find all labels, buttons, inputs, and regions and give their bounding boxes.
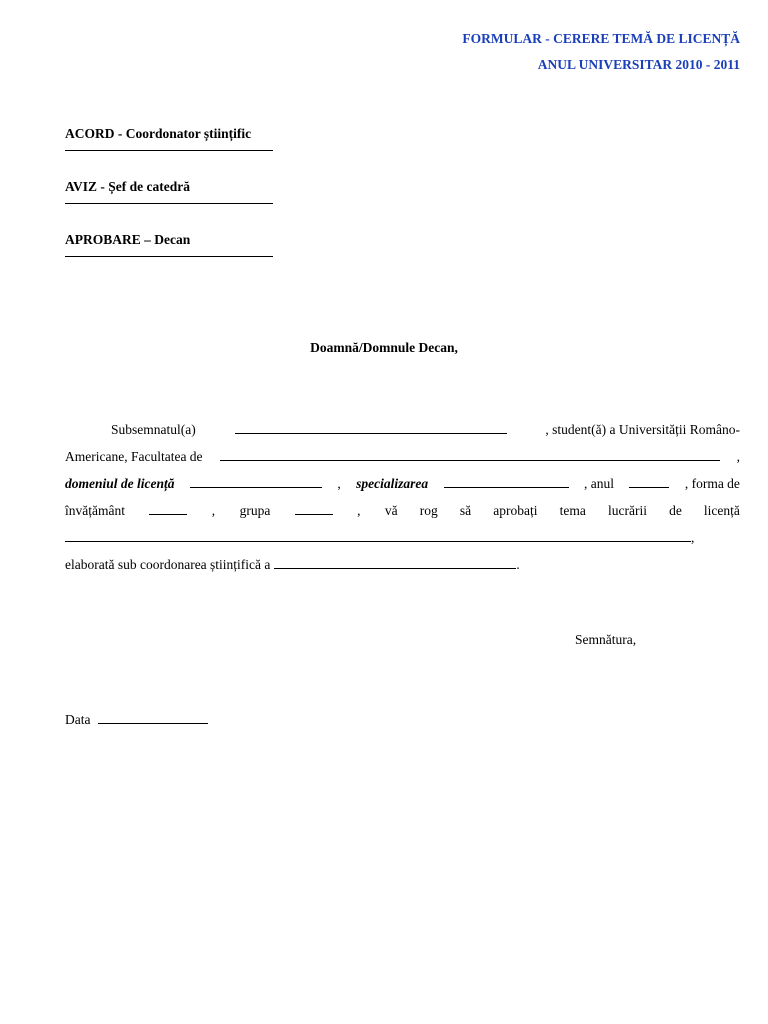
subsemnatul-label: Subsemnatul(a) <box>111 422 196 437</box>
group-blank <box>295 503 333 515</box>
form-blank <box>149 503 187 515</box>
comma: , <box>337 476 341 491</box>
date-label: Data <box>65 712 91 727</box>
approval-label: ACORD - Coordonator științific <box>65 126 252 141</box>
comma: , <box>691 530 695 545</box>
comma: , <box>357 503 361 518</box>
coordinator-blank <box>274 557 516 569</box>
grupa-label: grupa <box>239 503 271 518</box>
signature-line <box>65 256 273 257</box>
comma: , <box>736 449 740 464</box>
form-title: FORMULAR - CERERE TEMĂ DE LICENȚĂ <box>462 31 740 46</box>
specializarea-label: specializarea <box>356 476 429 491</box>
comma: , <box>211 503 216 518</box>
va-rog-text: vă rog să aprobați tema lucrării de licență <box>384 503 740 518</box>
student-text: , student(ă) a Universității Româno- <box>545 422 740 437</box>
body-line-5 <box>65 524 740 551</box>
document-header <box>462 26 740 78</box>
signature-line <box>65 150 273 151</box>
facultatea-label: Americane, Facultatea de <box>65 449 203 464</box>
greeting: Doamnă/Domnule Decan, <box>310 340 458 355</box>
name-blank <box>235 422 507 434</box>
approval-acord <box>65 124 365 151</box>
body-line-3 <box>65 470 740 497</box>
faculty-blank <box>220 449 720 461</box>
domain-blank <box>190 476 322 488</box>
elaborata-label: elaborată sub coordonarea științifică a <box>65 557 271 572</box>
forma-label: , forma de <box>684 476 740 491</box>
body-line-6 <box>65 551 740 578</box>
approval-aprobare <box>65 230 365 257</box>
year-blank <box>629 476 669 488</box>
specialization-blank <box>444 476 569 488</box>
body-line-4 <box>65 497 740 524</box>
academic-year: ANUL UNIVERSITAR 2010 - 2011 <box>537 57 740 72</box>
approval-section <box>65 124 365 283</box>
date-row <box>65 712 208 728</box>
anul-label: , anul <box>583 476 614 491</box>
body-line-2 <box>65 443 740 470</box>
period: . <box>516 557 520 572</box>
approval-label: APROBARE – Decan <box>65 232 191 247</box>
request-body <box>65 416 740 578</box>
domeniul-label: domeniul de licență <box>65 476 175 491</box>
signature-line <box>65 203 273 204</box>
signature-label: Semnătura, <box>575 632 637 647</box>
body-line-1 <box>65 416 740 443</box>
thesis-title-blank <box>65 530 691 542</box>
approval-aviz <box>65 177 365 204</box>
approval-label: AVIZ - Șef de catedră <box>65 179 190 194</box>
invatamant-label: învățământ <box>65 503 125 518</box>
date-blank <box>98 712 208 724</box>
